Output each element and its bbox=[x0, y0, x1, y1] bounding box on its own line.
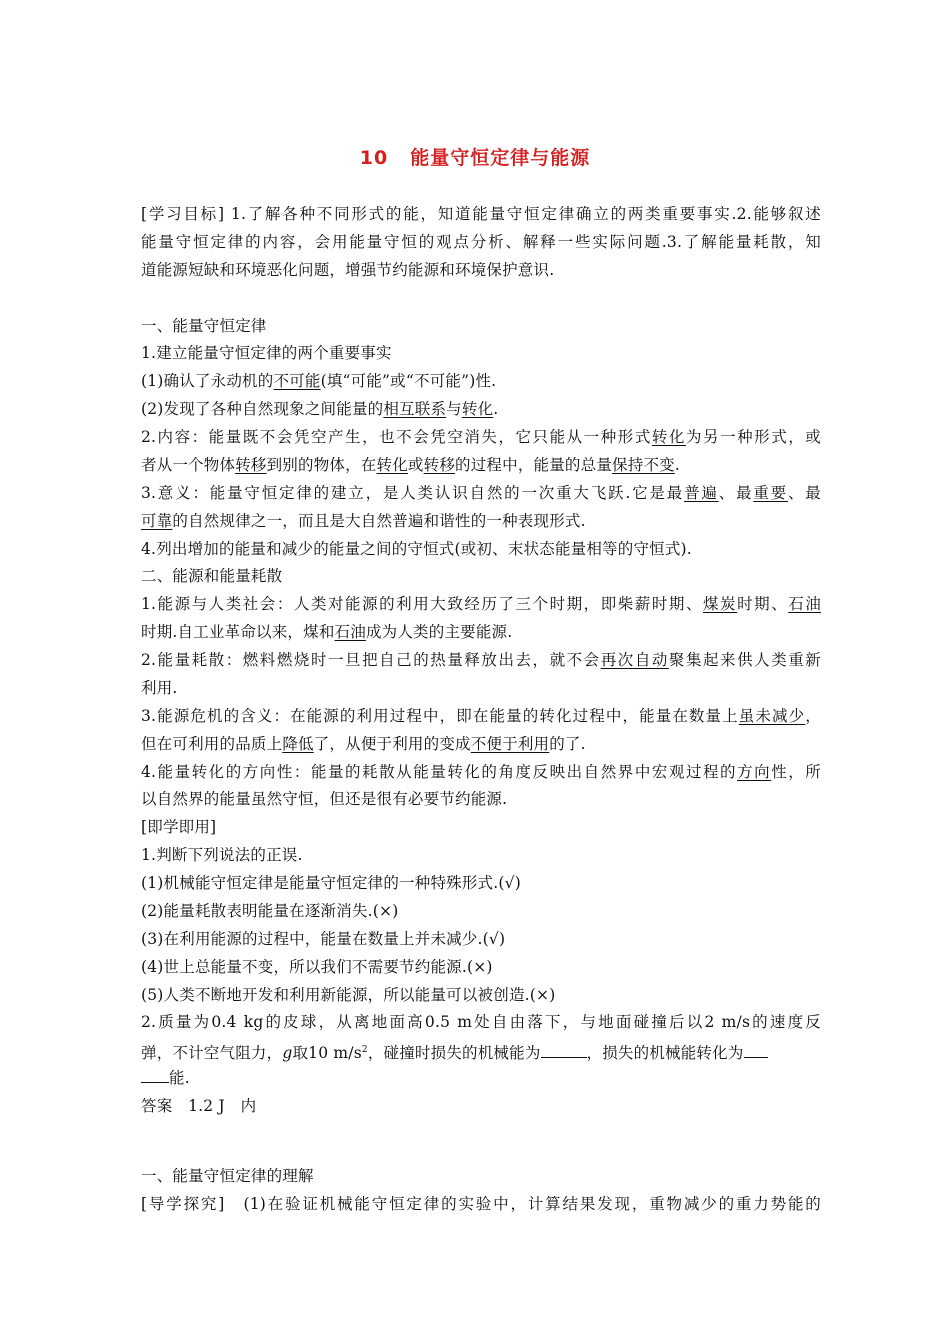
s2-point-4a: 4.能量转化的方向性：能量的耗散从能量转化的角度反映出自然界中宏观过程的方向性，所 bbox=[141, 763, 821, 781]
fill-blank bbox=[141, 1068, 169, 1083]
s1-point-4: 4.列出增加的能量和减少的能量之间的守恒式(或初、末状态能量相等的守恒式). bbox=[141, 540, 692, 558]
s2-point-1b: 时期.自工业革命以来，煤和石油成为人类的主要能源. bbox=[141, 623, 513, 641]
s1-point-1b: (2)发现了各种自然现象之间能量的相互联系与转化. bbox=[141, 400, 499, 418]
answer-blank: 不便于利用 bbox=[470, 735, 550, 753]
s1-point-3a: 3.意义：能量守恒定律的建立，是人类认识自然的一次重大飞跃.它是最普遍、最重要、最 bbox=[141, 484, 822, 502]
answer-blank: 相互联系 bbox=[383, 400, 447, 418]
s2-point-3b: 但在可利用的品质上降低了，从便于利用的变成不便于利用的了. bbox=[141, 735, 586, 753]
answer-blank: 普遍 bbox=[684, 484, 719, 502]
learning-goals-line-1: [学习目标] 1.了解各种不同形式的能，知道能量守恒定律确立的两类重要事实.2.能够叙述 bbox=[141, 205, 821, 223]
answer-line: 答案 1.2 J 内 bbox=[141, 1097, 257, 1115]
answer-blank: 转移 bbox=[235, 456, 267, 474]
answer-blank: 石油 bbox=[334, 623, 366, 641]
s2-point-2a: 2.能量耗散：燃料燃烧时一旦把自己的热量释放出去，就不会再次自动聚集起来供人类重新 bbox=[141, 651, 821, 669]
answer-blank: 转化 bbox=[376, 456, 408, 474]
s1-point-1a: (1)确认了永动机的不可能(填“可能”或“不可能”)性. bbox=[141, 372, 497, 390]
title-number: 10 bbox=[359, 147, 389, 169]
fill-blank bbox=[744, 1043, 768, 1058]
answer-blank: 再次自动 bbox=[600, 651, 669, 669]
answer-blank: 转移 bbox=[423, 456, 456, 474]
answer-blank: 虽未减少 bbox=[738, 707, 806, 725]
answer-blank: 重要 bbox=[753, 484, 788, 502]
judgement-item: (4)世上总能量不变，所以我们不需要节约能源.(×) bbox=[141, 958, 493, 976]
answer-blank: 方向 bbox=[737, 763, 772, 781]
s2-point-3a: 3.能源危机的含义：在能源的利用过程中，即在能量的转化过程中，能量在数量上虽未减少， bbox=[141, 707, 821, 725]
section-3-heading: 一、能量守恒定律的理解 bbox=[141, 1167, 314, 1185]
answer-blank: 保持不变 bbox=[612, 456, 675, 474]
practice-question-2-line-2: 弹，不计空气阻力，g取10 $m/s^2$，碰撞时损失的机械能为 ，损失的机械能转化为 bbox=[141, 1040, 821, 1063]
s1-point-1: 1.建立能量守恒定律的两个重要事实 bbox=[141, 344, 392, 362]
section-1-heading: 一、能量守恒定律 bbox=[141, 317, 267, 335]
practice-question-2-line-1: 2.质量为0.4 kg的皮球，从离地面高0.5 m处自由落下，与地面碰撞后以2 m/s的速度反 bbox=[141, 1013, 821, 1031]
answer-blank: 转化 bbox=[651, 428, 686, 446]
practice-question-1: 1.判断下列说法的正误. bbox=[141, 846, 303, 864]
fill-blank bbox=[541, 1043, 587, 1058]
s1-point-3b: 可靠的自然规律之一，而且是大自然普遍和谐性的一种表现形式. bbox=[141, 512, 586, 530]
answer-blank: 降低 bbox=[282, 735, 314, 753]
learning-goals-line-3: 道能源短缺和环境恶化问题，增强节约能源和环境保护意识. bbox=[141, 261, 555, 279]
s2-point-2b: 利用. bbox=[141, 679, 178, 697]
judgement-item: (5)人类不断地开发和利用新能源，所以能量可以被创造.(×) bbox=[141, 986, 556, 1004]
answer-blank: 可靠 bbox=[141, 512, 173, 530]
section-2-heading: 二、能源和能量耗散 bbox=[141, 567, 283, 585]
answer-blank: 不可能 bbox=[273, 372, 321, 390]
learning-goals-line-2: 能量守恒定律的内容，会用能量守恒的观点分析、解释一些实际问题.3.了解能量耗散，知 bbox=[141, 233, 821, 251]
answer-blank: 煤炭 bbox=[703, 595, 738, 613]
judgement-item: (3)在利用能源的过程中，能量在数量上并未减少.(√) bbox=[141, 930, 506, 948]
s2-point-1a: 1.能源与人类社会：人类对能源的利用大致经历了三个时期，即柴薪时期、煤炭时期、石油 bbox=[141, 595, 821, 613]
answer-blank: 转化 bbox=[461, 400, 494, 418]
s2-point-4b: 以自然界的能量虽然守恒，但还是很有必要节约能源. bbox=[141, 790, 508, 808]
judgement-item: (2)能量耗散表明能量在逐渐消失.(×) bbox=[141, 902, 399, 920]
page-title bbox=[0, 143, 950, 170]
guided-inquiry-line: [导学探究] (1)在验证机械能守恒定律的实验中，计算结果发现，重物减少的重力势能的 bbox=[141, 1195, 821, 1213]
answer-blank: 石油 bbox=[788, 595, 821, 613]
practice-question-2-line-3: 能. bbox=[141, 1068, 821, 1088]
s1-point-2a: 2.内容：能量既不会凭空产生，也不会凭空消失，它只能从一种形式转化为另一种形式，或 bbox=[141, 428, 821, 446]
practice-heading: [即学即用] bbox=[141, 818, 217, 836]
title-text: 能量守恒定律与能源 bbox=[410, 147, 591, 169]
s1-point-2b: 者从一个物体转移到别的物体，在转化或转移的过程中，能量的总量保持不变. bbox=[141, 456, 680, 474]
judgement-item: (1)机械能守恒定律是能量守恒定律的一种特殊形式.(√) bbox=[141, 874, 521, 892]
